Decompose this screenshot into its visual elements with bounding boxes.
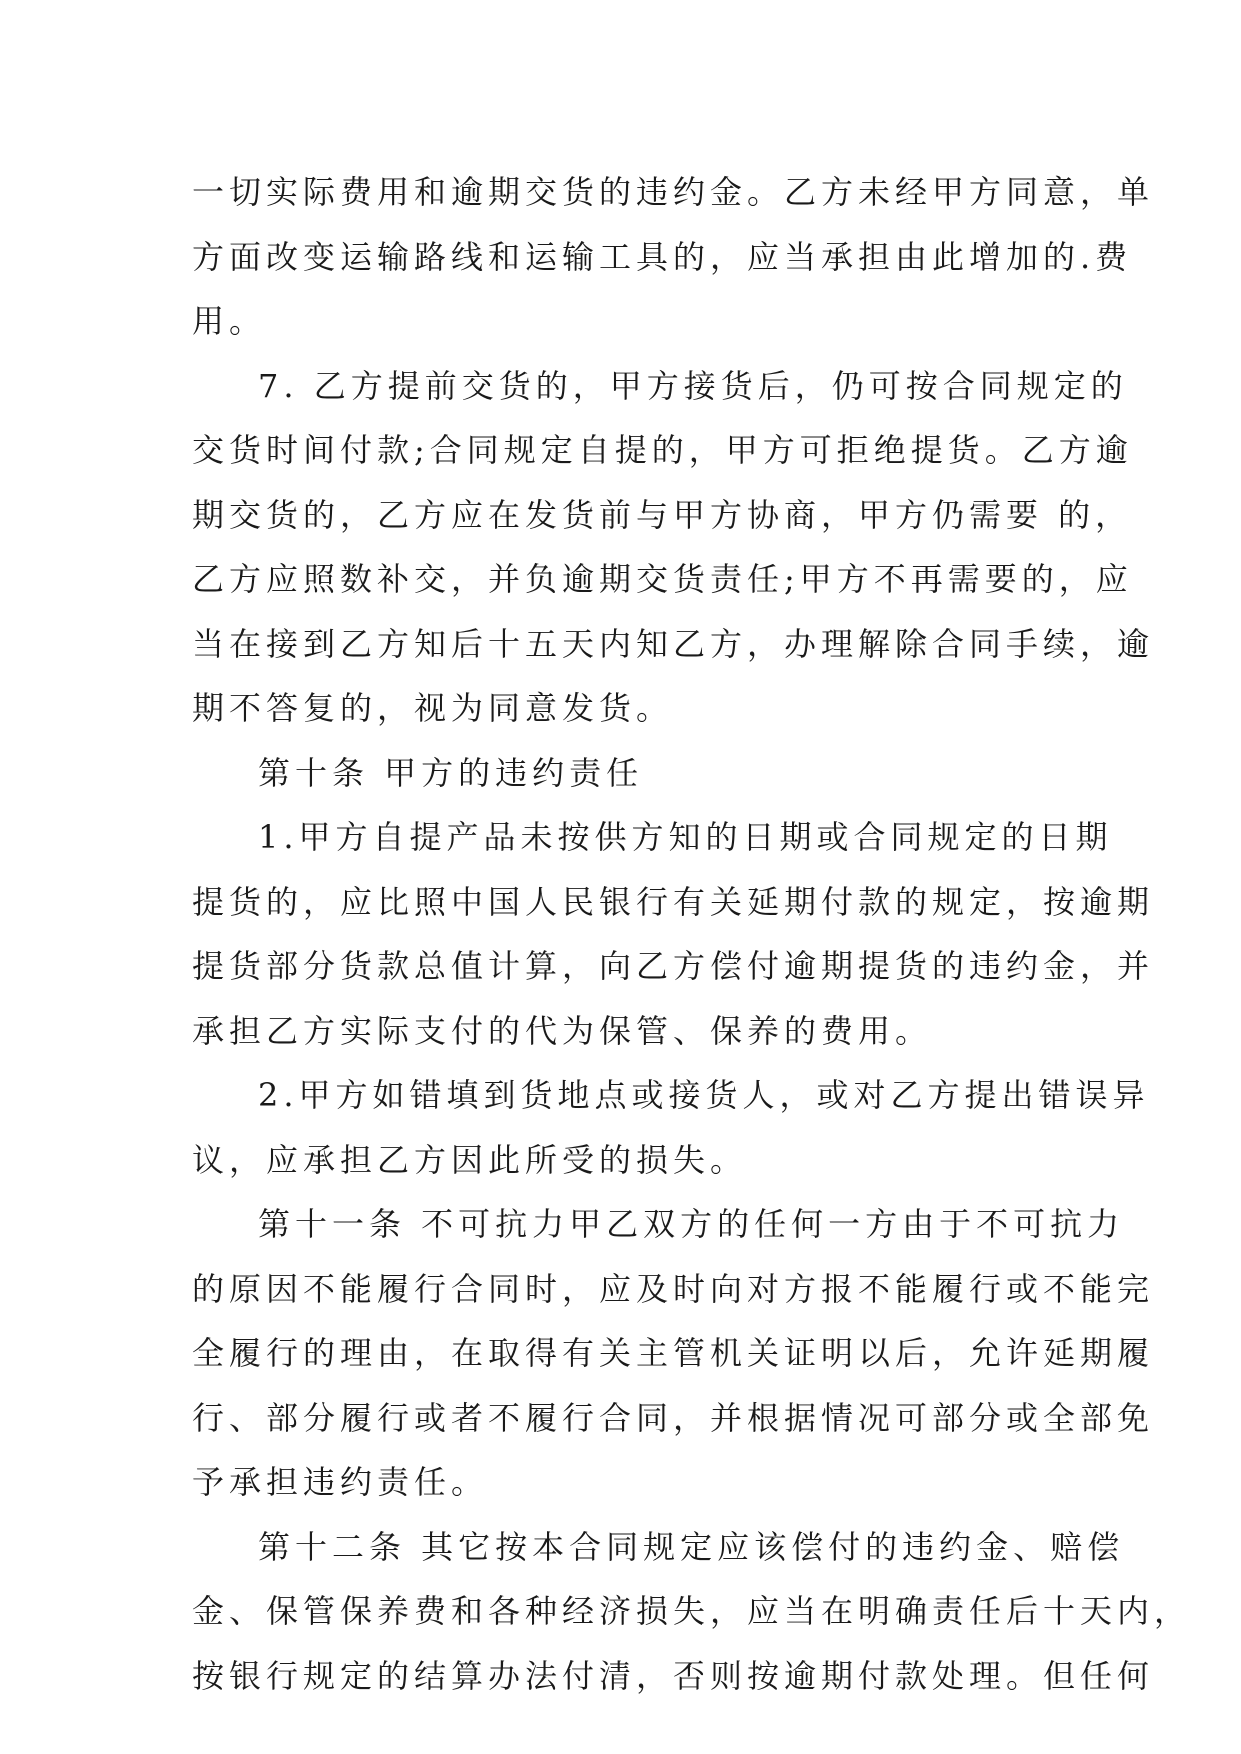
text-line: 方面改变运输路线和运输工具的，应当承担由此增加的.费	[192, 237, 1133, 276]
text-line: 7. 乙方提前交货的，甲方接货后，仍可按合同规定的	[258, 366, 1128, 405]
section-heading: 第十一条 不可抗力甲乙双方的任何一方由于不可抗力	[258, 1205, 1125, 1243]
text-line: 承担乙方实际支付的代为保管、保养的费用。	[192, 1011, 933, 1050]
document-body	[192, 160, 1192, 1708]
section-heading: 第十二条 其它按本合同规定应该偿付的违约金、赔偿	[258, 1527, 1125, 1566]
text-line: 期不答复的，视为同意发货。	[192, 689, 674, 727]
text-line: 的原因不能履行合同时，应及时向对方报不能履行或不能完	[192, 1269, 1155, 1308]
text-line: 交货时间付款;合同规定自提的，甲方可拒绝提货。乙方逾	[192, 431, 1133, 469]
section-heading: 第十条 甲方的违约责任	[258, 753, 644, 792]
text-line: 金、保管保养费和各种经济损失，应当在明确责任后十天内，	[192, 1592, 1192, 1630]
text-line: 乙方应照数补交，并负逾期交货责任;甲方不再需要的，应	[192, 560, 1133, 598]
text-line: 全履行的理由，在取得有关主管机关证明以后，允许延期履	[192, 1334, 1155, 1372]
text-line: 期交货的，乙方应在发货前与甲方协商，甲方仍需要 的，	[192, 495, 1133, 534]
text-line: 予承担违约责任。	[192, 1463, 489, 1501]
text-line: 当在接到乙方知后十五天内知乙方，办理解除合同手续，逾	[192, 624, 1155, 663]
text-line: 提货的，应比照中国人民银行有关延期付款的规定，按逾期	[192, 882, 1155, 921]
text-line: 按银行规定的结算办法付清，否则按逾期付款处理。但任何	[192, 1656, 1155, 1695]
text-line: 一切实际费用和逾期交货的违约金。乙方未经甲方同意，单	[192, 173, 1155, 211]
text-line: 行、部分履行或者不履行合同，并根据情况可部分或全部免	[192, 1398, 1155, 1437]
text-line: 议，应承担乙方因此所受的损失。	[192, 1140, 748, 1179]
text-line: 2.甲方如错填到货地点或接货人，或对乙方提出错误异	[258, 1076, 1150, 1114]
text-line: 用。	[192, 302, 267, 340]
text-line: 1.甲方自提产品未按供方知的日期或合同规定的日期	[258, 818, 1113, 856]
text-line: 提货部分货款总值计算，向乙方偿付逾期提货的违约金，并	[192, 947, 1155, 985]
